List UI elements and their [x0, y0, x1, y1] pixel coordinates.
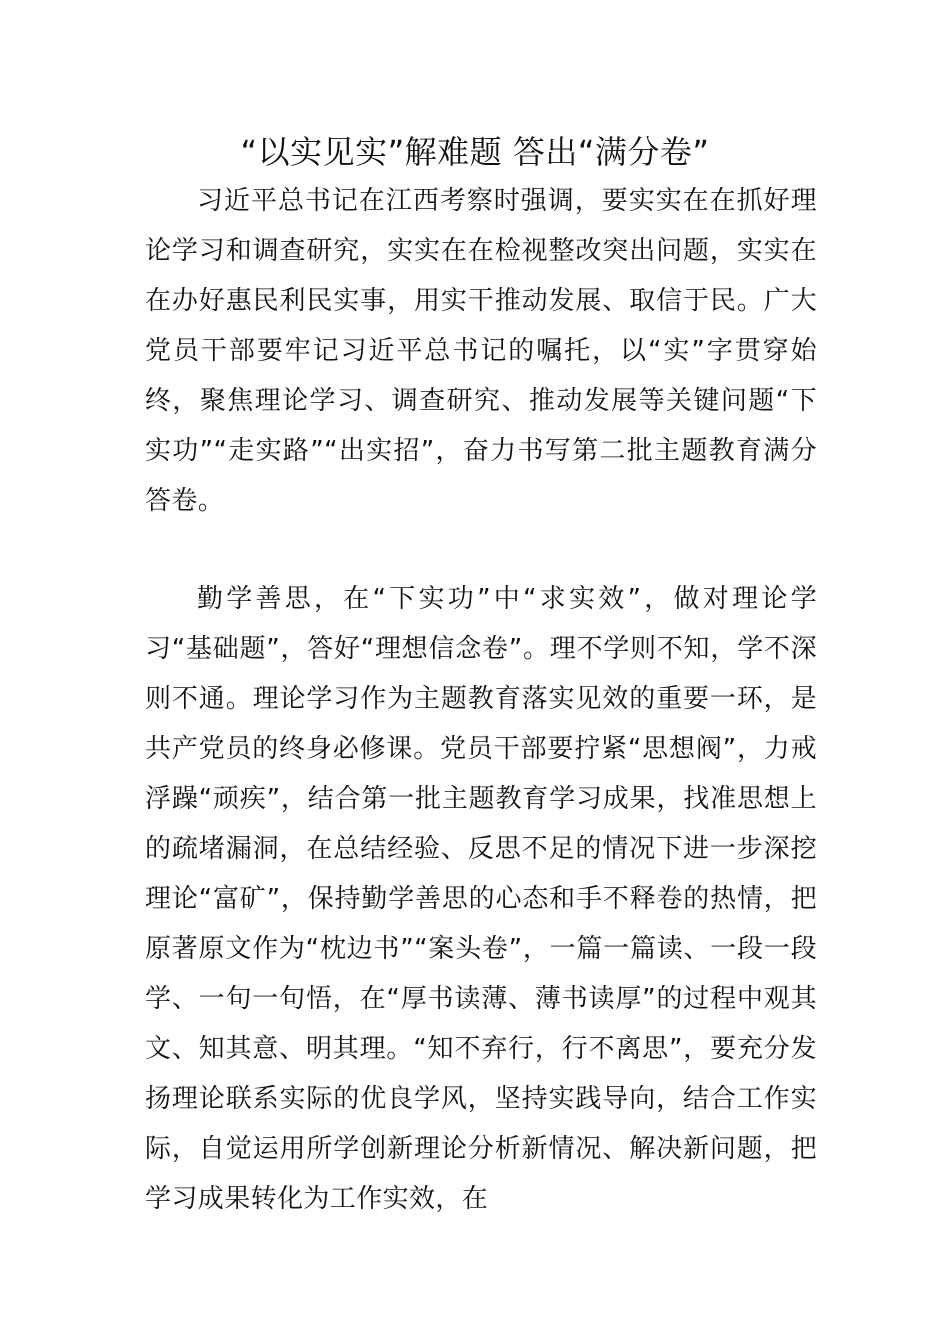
document-title: “以实见实”解难题 答出“满分卷” — [240, 133, 710, 171]
paragraph-study: 勤学善思，在“下实功”中“求实效”，做对理论学习“基础题”，答好“理想信念卷”。理不学则不知，学不深则不通。理论学习作为主题教育落实见效的重要一环，是共产党员的终身必修课。党员干部要拧紧“思想阀”，力戒浮躁“顽疾”，结合第一批主题教育学习成果，找准思想上的疏堵漏洞，在总结经验、反思不足的情况下进一步深挖理论“富矿”，保持勤学善思的心态和手不释卷的热情，把原著原文作为“枕边书”“案头卷”，一篇一篇读、一段一段学、一句一句悟，在“厚书读薄、薄书读厚”的过程中观其文、知其意、明其理。“知不弃行，行不离思”，要充分发扬理论联系实际的优良学风，坚持实践导向，结合工作实际，自觉运用所学创新理论分析新情况、解决新问题，把学习成果转化为工作实效，在 — [145, 584, 817, 1214]
paragraph-intro: 习近平总书记在江西考察时强调，要实实在在抓好理论学习和调查研究，实实在在检视整改突出问题，实实在在办好惠民利民实事，用实干推动发展、取信于民。广大党员干部要牢记习近平总书记的嘱托，以“实”字贯穿始终，聚焦理论学习、调查研究、推动发展等关键问题“下实功”“走实路”“出实招”，奋力书写第二批主题教育满分答卷。 — [145, 186, 817, 516]
